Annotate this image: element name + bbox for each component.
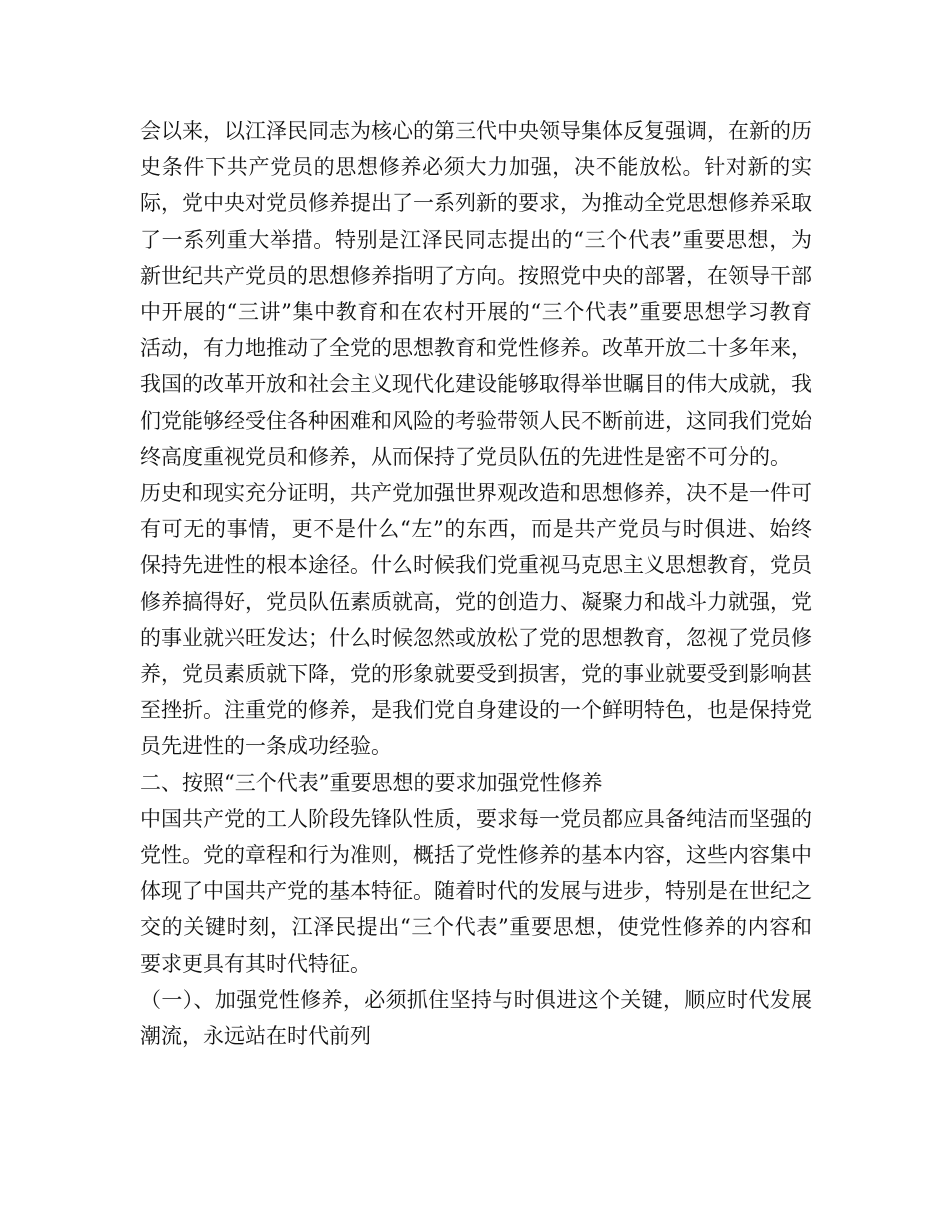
subsection-heading-1: （一）、加强党性修养，必须抓住坚持与时俱进这个关键，顺应时代发展潮流，永远站在时代前列 <box>140 987 812 1049</box>
section-heading-2: 二、按照“三个代表”重要思想的要求加强党性修养 <box>140 770 603 795</box>
paragraph-3: 中国共产党的工人阶段先锋队性质，要求每一党员都应具备纯洁而坚强的党性。党的章程和行为准则，概括了党性修养的基本内容，这些内容集中体现了中国共产党的基本特征。随着时代的发展与进步，特别是在世纪之交的关键时刻，江泽民提出“三个代表”重要思想，使党性修养的内容和要求更具有其时代特征。 <box>140 806 812 976</box>
document-body <box>140 113 812 1054</box>
paragraph-1: 会以来，以江泽民同志为核心的第三代中央领导集体反复强调，在新的历史条件下共产党员的思想修养必须大力加强，决不能放松。针对新的实际，党中央对党员修养提出了一系列新的要求，为推动全党思想修养采取了一系列重大举措。特别是江泽民同志提出的“三个代表”重要思想，为新世纪共产党员的思想修养指明了方向。按照党中央的部署，在领导干部中开展的“三讲”集中教育和在农村开展的“三个代表”重要思想学习教育活动，有力地推动了全党的思想教育和党性修养。改革开放二十多年来，我国的改革开放和社会主义现代化建设能够取得举世瞩目的伟大成就，我们党能够经受住各种困难和风险的考验带领人民不断前进，这同我们党始终高度重视党员和修养，从而保持了党员队伍的先进性是密不可分的。 <box>140 119 812 469</box>
paragraph-2: 历史和现实充分证明，共产党加强世界观改造和思想修养，决不是一件可有可无的事情，更不是什么“左”的东西，而是共产党员与时俱进、始终保持先进性的根本途径。什么时候我们党重视马克思主义思想教育，党员修养搞得好，党员队伍素质就高，党的创造力、凝聚力和战斗力就强，党的事业就兴旺发达；什么时候忽然或放松了党的思想教育，忽视了党员修养，党员素质就下降，党的形象就要受到损害，党的事业就要受到影响甚至挫折。注重党的修养，是我们党自身建设的一个鲜明特色，也是保持党员先进性的一条成功经验。 <box>140 481 812 759</box>
